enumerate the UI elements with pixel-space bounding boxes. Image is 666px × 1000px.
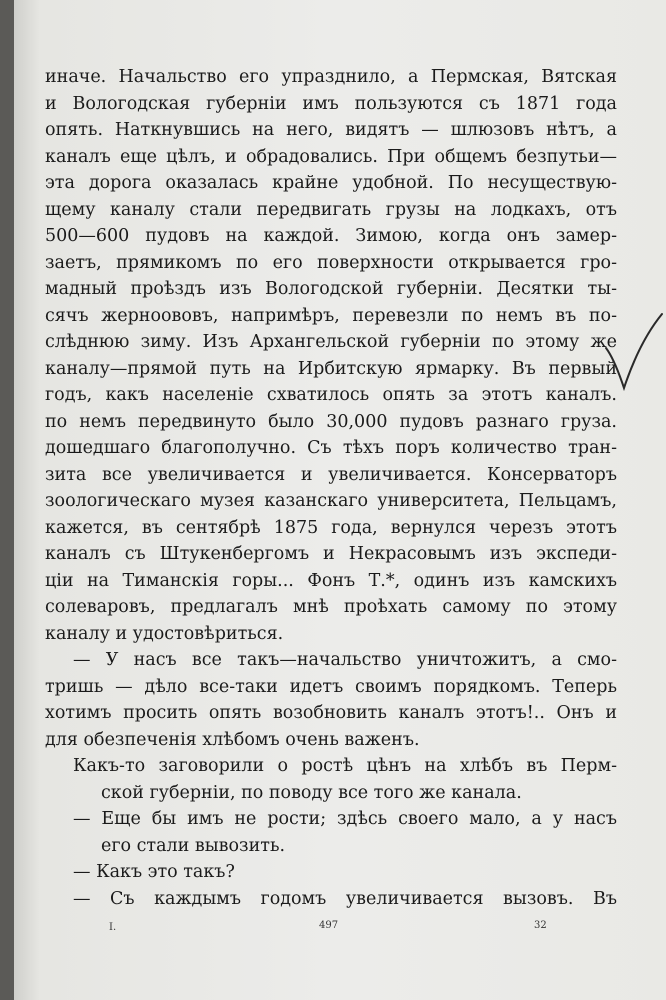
text-line: эта дорога оказалась крайне удобной. По несуществую- [45,173,617,193]
text-line: ской губерніи, по поводу все того же канала. [101,782,522,803]
text-line: 500—600 пудовъ на каждой. Зимою, когда онъ замер- [45,226,617,246]
text-line: хотимъ просить опять возобновить каналъ этотъ!.. Онъ и [45,703,617,723]
text-line: — Какъ это такъ? [73,862,235,882]
text-line: для обезпеченія хлѣбомъ очень важенъ. [45,729,420,750]
text-line: сячъ жерноововъ, напримѣръ, перевезли по немъ въ по- [45,305,617,326]
text-line: каналъ еще цѣлъ, и обрадовались. При общемъ безпутьи— [45,146,617,167]
text-line: и Вологодская губерніи имъ пользуются съ 1871 года [45,93,617,114]
footer-number-center: 497 [319,920,339,931]
text-line: по немъ передвинуто было 30,000 пудовъ разнаго груза. [45,411,617,432]
page-footer [14,920,666,940]
text-line: — Съ каждымъ годомъ увеличивается вызовъ. Въ [73,888,617,909]
page-text [45,64,617,912]
text-line: солеваровъ, предлагалъ мнѣ проѣхать самому по этому [45,597,617,617]
text-line: зоологическаго музея казанскаго университета, Пельцамъ, [45,491,617,511]
text-line: слѣднюю зиму. Изъ Архангельской губерніи по этому же [45,332,617,352]
text-line: каналъ съ Штукенбергомъ и Некрасовымъ изъ экспеди- [45,544,617,564]
text-line: иначе. Начальство его упразднило, а Пермская, Вятская [45,67,617,87]
checkmark-icon [604,312,664,392]
text-line: щему каналу стали передвигать грузы на лодкахъ, отъ [45,199,617,220]
text-line: годъ, какъ населеніе схватилось опять за этотъ каналъ. [45,385,617,405]
text-line: каналу и удостовѣриться. [45,623,284,644]
text-line: ціи на Тиманскія горы... Фонъ Т.*, одинъ изъ камскихъ [45,570,617,591]
text-line: заетъ, прямикомъ по его поверхности открывается гро- [45,252,617,273]
text-line: — Еще бы имъ не рости; здѣсь своего мало, а у насъ [73,809,617,829]
text-line: Какъ-то заговорили о ростѣ цѣнъ на хлѣбъ въ Перм- [73,756,617,776]
text-line: зита все увеличивается и увеличивается. Консерваторъ [45,464,617,485]
text-line: дошедшаго благополучно. Съ тѣхъ поръ количество тран- [45,438,617,458]
text-line: опять. Наткнувшись на него, видятъ — шлюзовъ нѣтъ, а [45,120,617,140]
page-number: 32 [534,920,547,931]
text-line: каналу—прямой путь на Ирбитскую ярмарку. Въ первый [45,358,617,379]
text-line: мадный проѣздъ изъ Вологодской губерніи. Десятки ты- [45,279,617,299]
text-line: его стали вывозить. [101,835,286,856]
text-line: тришь — дѣло все-таки идетъ своимъ порядкомъ. Теперь [45,676,617,697]
signature-mark: I. [109,922,117,933]
text-line: кажется, въ сентябрѣ 1875 года, вернулся черезъ этотъ [45,517,617,538]
text-line: — У насъ все такъ—начальство уничтожитъ, а смо- [73,650,617,670]
book-page [14,0,666,1000]
